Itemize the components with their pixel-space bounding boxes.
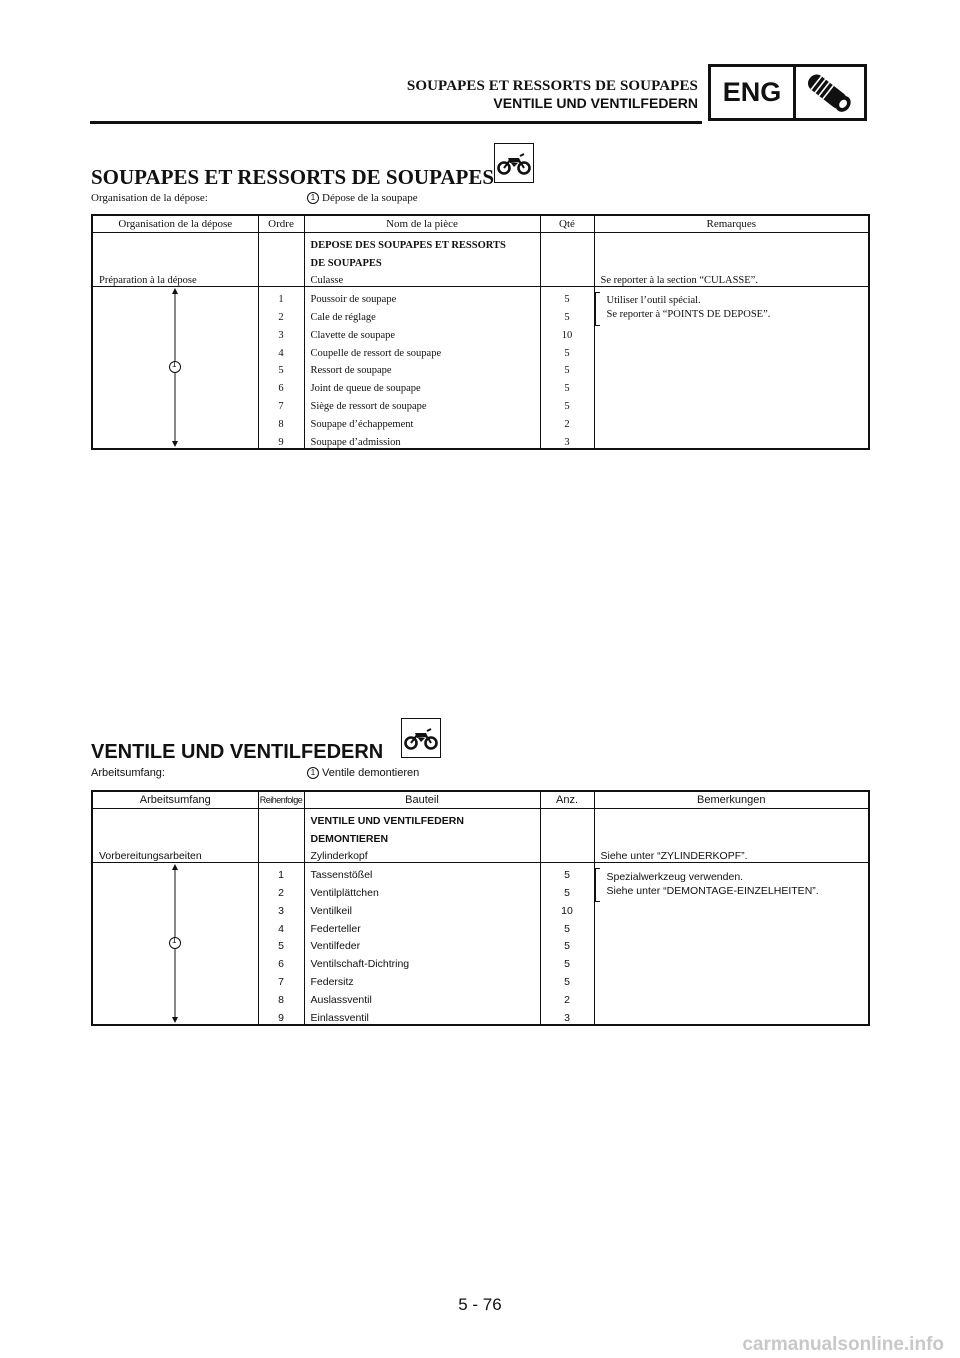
row-part: Poussoir de soupape xyxy=(304,287,540,305)
col-header: Ordre xyxy=(258,215,304,233)
row-order: 8 xyxy=(258,988,304,1006)
prep-heading-line1: DEPOSE DES SOUPAPES ET RESSORTS xyxy=(304,233,540,251)
row-order: 7 xyxy=(258,970,304,988)
remark-line-1: Spezialwerkzeug verwenden. xyxy=(606,871,744,884)
row-order: 6 xyxy=(258,952,304,970)
row-order: 4 xyxy=(258,341,304,359)
scope-label: Arbeitsumfang: xyxy=(91,767,165,779)
row-part: Ventilfeder xyxy=(304,935,540,953)
row-qty: 5 xyxy=(540,935,594,953)
footer-watermark[interactable]: carmanualsonline.info xyxy=(742,1334,944,1355)
col-header: Nom de la pièce xyxy=(304,215,540,233)
row-qty: 5 xyxy=(540,970,594,988)
header-titles xyxy=(407,78,698,112)
row-order: 8 xyxy=(258,412,304,430)
col-header: Anz. xyxy=(540,791,594,809)
prep-heading-line1: VENTILE UND VENTILFEDERN xyxy=(304,809,540,827)
row-qty: 5 xyxy=(540,881,594,899)
group-range xyxy=(92,863,258,1025)
row-order: 4 xyxy=(258,917,304,935)
prep-org: Préparation à la dépose xyxy=(92,233,258,287)
row-order: 1 xyxy=(258,287,304,305)
scope-value-text: Ventile demontieren xyxy=(322,767,420,779)
row-qty: 5 xyxy=(540,952,594,970)
motorcycle-icon xyxy=(401,718,441,758)
row-order: 3 xyxy=(258,323,304,341)
row-qty: 3 xyxy=(540,430,594,449)
row-order: 2 xyxy=(258,881,304,899)
prep-heading-line2: DE SOUPAPES xyxy=(304,251,540,269)
col-header: Qté xyxy=(540,215,594,233)
remark-line-2: Siehe unter “DEMONTAGE-EINZELHEITEN”. xyxy=(606,885,819,898)
prep-part: Culasse xyxy=(304,269,540,287)
row-part: Coupelle de ressort de soupape xyxy=(304,341,540,359)
table-row-prep-heading xyxy=(92,233,869,251)
row-qty: 5 xyxy=(540,341,594,359)
table-row-prep-heading xyxy=(92,809,869,827)
row-qty: 2 xyxy=(540,988,594,1006)
row-part: Federteller xyxy=(304,917,540,935)
row-qty: 5 xyxy=(540,376,594,394)
row-part: Cale de réglage xyxy=(304,305,540,323)
remarks-cell xyxy=(594,863,869,1025)
row-order: 6 xyxy=(258,376,304,394)
row-part: Ventilkeil xyxy=(304,899,540,917)
row-qty: 5 xyxy=(540,305,594,323)
row-qty: 10 xyxy=(540,899,594,917)
row-qty: 5 xyxy=(540,863,594,881)
section-title-fr: SOUPAPES ET RESSORTS DE SOUPAPES xyxy=(91,165,495,189)
col-header: Bemerkungen xyxy=(594,791,869,809)
motorcycle-icon xyxy=(494,143,534,183)
row-part: Joint de queue de soupape xyxy=(304,376,540,394)
page-number: 5 - 76 xyxy=(458,1295,502,1314)
row-order: 5 xyxy=(258,359,304,377)
row-order: 9 xyxy=(258,1006,304,1025)
scope-value-text: Dépose de la soupape xyxy=(322,192,418,204)
engine-piston-icon xyxy=(796,67,864,118)
row-part: Ventilplättchen xyxy=(304,881,540,899)
eng-badge-label: ENG xyxy=(711,67,796,118)
row-part: Soupape d’admission xyxy=(304,430,540,449)
row-qty: 5 xyxy=(540,287,594,305)
col-header: Remarques xyxy=(594,215,869,233)
group-marker: 1 xyxy=(172,936,177,946)
table-row xyxy=(92,863,869,881)
row-part: Tassenstößel xyxy=(304,863,540,881)
table-row xyxy=(92,287,869,305)
eng-badge xyxy=(708,64,867,121)
col-header: Arbeitsumfang xyxy=(92,791,258,809)
row-order: 2 xyxy=(258,305,304,323)
group-marker: 1 xyxy=(172,360,177,370)
remark-bracket xyxy=(595,292,600,326)
header-rule xyxy=(90,121,702,124)
row-part: Federsitz xyxy=(304,970,540,988)
row-qty: 3 xyxy=(540,1006,594,1025)
row-part: Soupape d’échappement xyxy=(304,412,540,430)
table-header xyxy=(92,215,869,233)
scope-value xyxy=(307,767,419,779)
col-header: Organisation de la dépose xyxy=(92,215,258,233)
row-qty: 10 xyxy=(540,323,594,341)
row-order: 7 xyxy=(258,394,304,412)
remarks-cell xyxy=(594,287,869,449)
table-header xyxy=(92,791,869,809)
row-order: 5 xyxy=(258,935,304,953)
row-order: 3 xyxy=(258,899,304,917)
scope-label: Organisation de la dépose: xyxy=(91,192,208,204)
circle-marker: 1 xyxy=(307,767,319,779)
row-qty: 5 xyxy=(540,359,594,377)
row-part: Ventilschaft-Dichtring xyxy=(304,952,540,970)
col-header: Bauteil xyxy=(304,791,540,809)
section-title-de: VENTILE UND VENTILFEDERN xyxy=(91,741,384,763)
row-order: 1 xyxy=(258,863,304,881)
col-header: Reihenfolge xyxy=(258,791,304,809)
row-part: Auslassventil xyxy=(304,988,540,1006)
parts-table-fr xyxy=(91,214,870,450)
parts-table-de xyxy=(91,790,870,1026)
prep-remark: Siehe unter “ZYLINDERKOPF”. xyxy=(594,809,869,863)
row-part: Siège de ressort de soupape xyxy=(304,394,540,412)
row-qty: 5 xyxy=(540,917,594,935)
row-order: 9 xyxy=(258,430,304,449)
row-part: Ressort de soupape xyxy=(304,359,540,377)
row-part: Einlassventil xyxy=(304,1006,540,1025)
prep-remark: Se reporter à la section “CULASSE”. xyxy=(594,233,869,287)
remark-line-1: Utiliser l’outil spécial. xyxy=(606,295,701,307)
scope-value xyxy=(307,192,418,204)
header-title-fr: SOUPAPES ET RESSORTS DE SOUPAPES xyxy=(406,78,698,94)
remark-bracket xyxy=(595,868,600,902)
circle-marker: 1 xyxy=(307,192,319,204)
prep-heading-line2: DEMONTIEREN xyxy=(304,827,540,845)
group-range xyxy=(92,287,258,449)
row-part: Clavette de soupape xyxy=(304,323,540,341)
row-qty: 2 xyxy=(540,412,594,430)
row-qty: 5 xyxy=(540,394,594,412)
header-title-de: VENTILE UND VENTILFEDERN xyxy=(493,95,698,111)
prep-part: Zylinderkopf xyxy=(304,845,540,863)
remark-line-2: Se reporter à “POINTS DE DEPOSE”. xyxy=(606,309,771,321)
prep-org: Vorbereitungsarbeiten xyxy=(92,809,258,863)
